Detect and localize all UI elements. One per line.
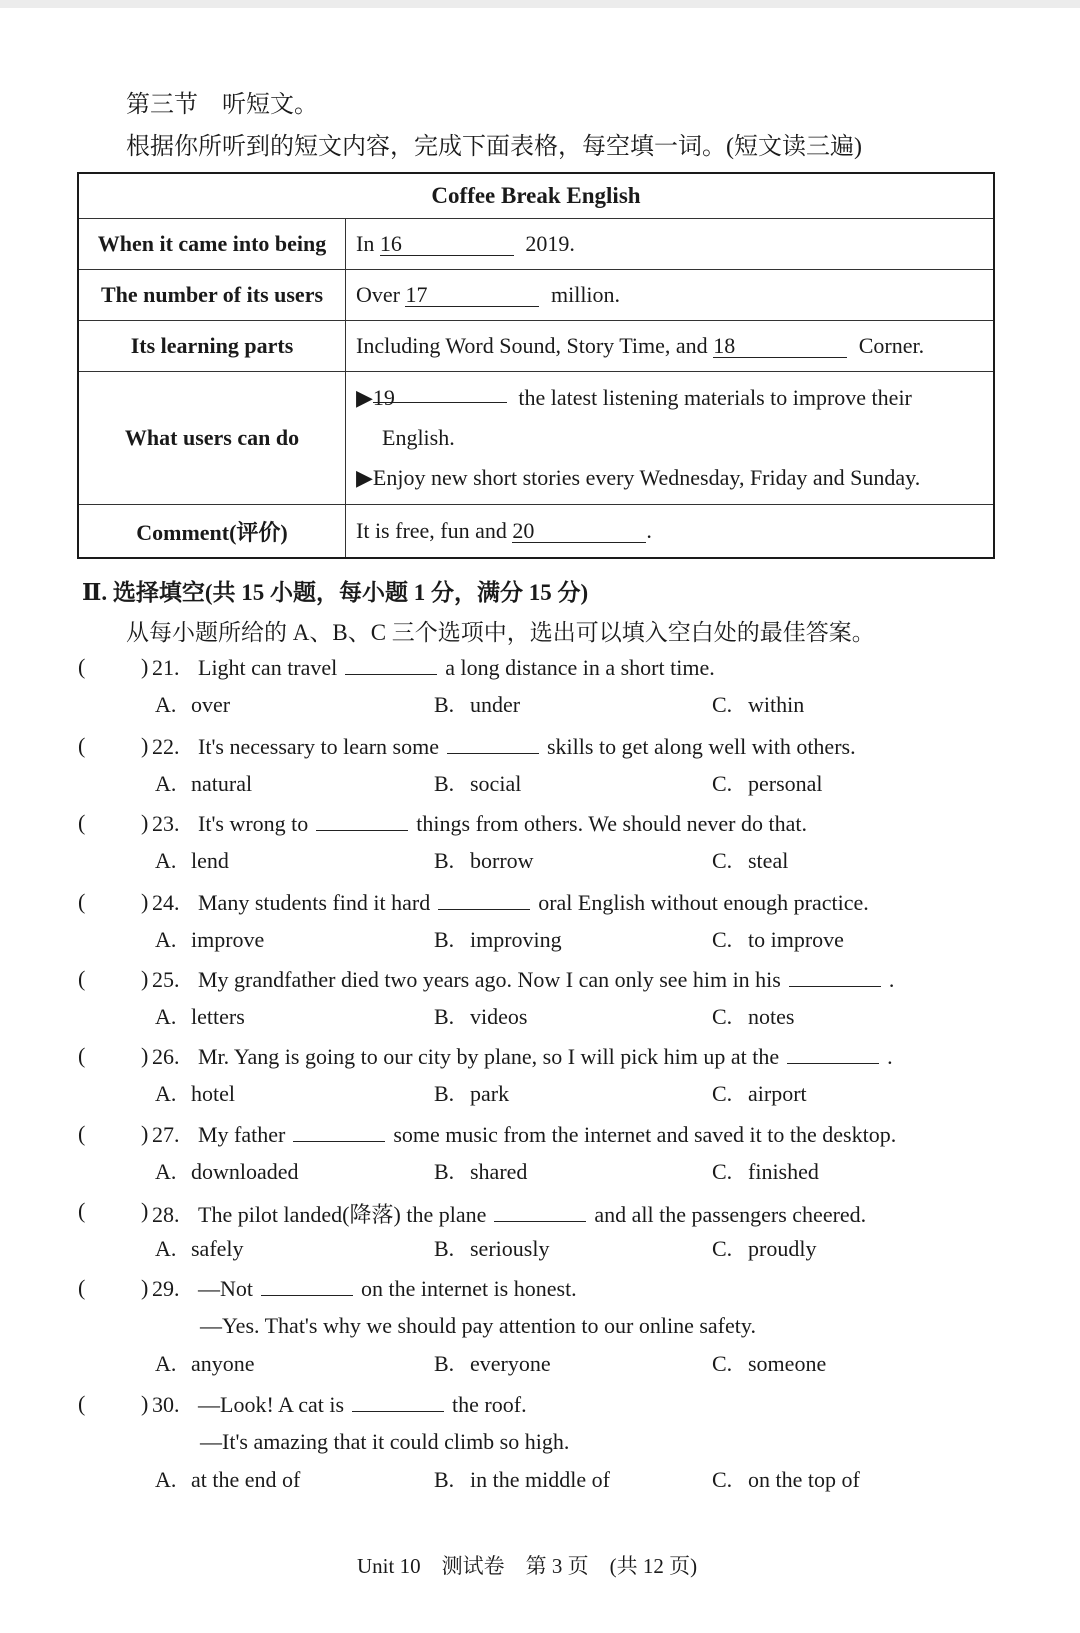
answer-paren-open: ( [78,654,86,679]
option-text: lend [191,848,229,873]
option-a[interactable] [155,1159,299,1185]
question-number: 24. [152,890,180,915]
answer-paren-open: ( [78,1391,86,1416]
answer-blank[interactable] [372,378,507,410]
option-c[interactable] [712,1081,807,1107]
question-stem-start: The pilot landed(降落) the plane [198,1202,487,1227]
blank-number: 19 [372,385,395,410]
answer-paren-close[interactable]: ) [141,889,149,914]
option-b[interactable] [434,927,562,953]
option-letter: C. [712,1467,733,1492]
option-letter: A. [155,1004,177,1029]
row-prefix: Including Word Sound, Story Time, and [356,333,708,358]
question-stem-start: It's wrong to [198,811,309,836]
answer-paren-close[interactable]: ) [141,1391,149,1416]
option-a[interactable] [155,1081,235,1107]
option-letter: C. [712,1159,733,1184]
option-b[interactable] [434,848,534,874]
question-stem-start: My father [198,1122,286,1147]
answer-blank[interactable] [261,1275,353,1296]
option-letter: A. [155,1467,177,1492]
question-number: 26. [152,1044,180,1069]
question-number: 29. [152,1276,180,1301]
option-letter: B. [434,848,455,873]
option-text: borrow [470,848,534,873]
option-c[interactable] [712,927,844,953]
question-number: 21. [152,655,180,680]
option-text: hotel [191,1081,235,1106]
row-label: What users can do [78,372,346,505]
option-c[interactable] [712,848,788,874]
row-suffix: 2019. [525,231,575,256]
option-a[interactable] [155,771,252,797]
row-label: When it came into being [78,219,346,270]
option-letter: C. [712,1351,733,1376]
option-letter: B. [434,927,455,952]
question-text [152,810,807,837]
answer-blank[interactable] [787,1043,879,1064]
bullet-continuation: English. [382,425,455,450]
option-b[interactable] [434,1236,549,1262]
answer-paren-open: ( [78,810,86,835]
option-letter: B. [434,1236,455,1261]
answer-paren-close[interactable]: ) [141,1198,149,1223]
option-text: at the end of [191,1467,301,1492]
option-c[interactable] [712,1351,826,1377]
answer-paren-close[interactable]: ) [141,810,149,835]
option-text: natural [191,771,253,796]
option-letter: A. [155,771,177,796]
option-letter: B. [434,1159,455,1184]
option-a[interactable] [155,1351,255,1377]
option-b[interactable] [434,1467,610,1493]
option-text: over [191,692,231,717]
answer-blank[interactable] [438,889,530,910]
answer-blank[interactable] [380,231,514,256]
answer-blank[interactable] [345,654,437,675]
question-text [152,1391,527,1418]
option-text: finished [748,1159,819,1184]
blank-number: 16 [379,231,402,256]
row-suffix: Corner. [858,333,925,358]
answer-blank[interactable] [293,1121,385,1142]
option-letter: C. [712,848,733,873]
option-text: in the middle of [470,1467,610,1492]
row-content [346,321,995,372]
question-number: 27. [152,1122,180,1147]
question-number: 30. [152,1392,180,1417]
option-letter: B. [434,1351,455,1376]
part2-title: Ⅱ. 选择填空(共 15 小题，每小题 1 分，满分 15 分) [82,580,589,605]
option-c[interactable] [712,1236,816,1262]
option-letter: A. [155,1159,177,1184]
option-letter: C. [712,927,733,952]
question-stem-start: Light can travel [198,655,338,680]
question-stem-start: My grandfather died two years ago. Now I can only see him in his [198,967,781,992]
option-b[interactable] [434,1159,527,1185]
option-c[interactable] [712,692,804,718]
question-stem-end: skills to get along well with others. [547,734,856,759]
row-prefix: It is free, fun and [356,518,507,543]
option-text: everyone [470,1351,551,1376]
option-b[interactable] [434,1081,509,1107]
question-stem-start: It's necessary to learn some [198,734,439,759]
bullet-text: Enjoy new short stories every Wednesday, Friday and Sunday. [372,465,921,490]
answer-blank[interactable] [352,1391,444,1412]
table-row [78,372,994,505]
bullet-item [356,458,983,498]
table-row [78,505,994,559]
bullet-icon: ▶ [356,385,373,410]
option-letter: A. [155,692,177,717]
answer-paren-open: ( [78,1275,86,1300]
answer-blank[interactable] [789,966,881,987]
question-text [152,654,715,681]
question-stem-start: Many students find it hard [198,890,431,915]
dialogue-reply: —Yes. That's why we should pay attention to our online safety. [200,1313,756,1338]
option-text: safely [191,1236,244,1261]
question-stem-end: a long distance in a short time. [445,655,715,680]
answer-paren-close[interactable]: ) [141,1275,149,1300]
answer-paren-close[interactable]: ) [141,1121,149,1146]
answer-blank[interactable] [447,733,539,754]
page-footer: Unit 10 测试卷 第 3 页 (共 12 页) [357,1554,698,1578]
blank-number: 18 [713,333,736,358]
question-text [152,733,856,760]
question-stem-end: and all the passengers cheered. [594,1202,867,1227]
table-row [78,219,994,270]
option-text: airport [748,1081,807,1106]
option-letter: A. [155,1351,177,1376]
question-stem-start: Mr. Yang is going to our city by plane, so I will pick him up at the [198,1044,780,1069]
row-prefix: In [356,231,375,256]
option-text: proudly [748,1236,817,1261]
row-label: Its learning parts [78,321,346,372]
coffee-break-table [77,172,995,559]
option-letter: B. [434,1004,455,1029]
row-suffix: . [646,518,652,543]
row-prefix: Over [356,282,400,307]
question-text [152,889,869,916]
option-text: improve [191,927,265,952]
option-letter: B. [434,692,455,717]
option-text: on the top of [748,1467,860,1492]
question-number: 23. [152,811,180,836]
answer-blank[interactable] [405,282,539,307]
row-label: Comment(评价) [78,505,346,559]
answer-paren-open: ( [78,1121,86,1146]
answer-paren-open: ( [78,1043,86,1068]
question-text [152,1043,893,1070]
option-text: downloaded [191,1159,299,1184]
option-letter: C. [712,771,733,796]
answer-blank[interactable] [713,333,847,358]
option-letter: B. [434,1081,455,1106]
option-text: personal [748,771,823,796]
question-text [152,1121,896,1148]
option-a[interactable] [155,1236,244,1262]
row-suffix: million. [550,282,621,307]
question-stem-start: —Not [198,1276,253,1301]
answer-blank[interactable] [494,1201,586,1222]
option-text: notes [748,1004,795,1029]
question-stem-end: oral English without enough practice. [538,890,869,915]
option-letter: C. [712,1081,733,1106]
section-heading: 第三节 听短文。 [126,92,318,118]
question-number: 25. [152,967,180,992]
option-letter: C. [712,1236,733,1261]
option-text: to improve [748,927,844,952]
table-row [78,321,994,372]
option-text: someone [748,1351,827,1376]
option-text: improving [470,927,562,952]
question-text [152,1275,577,1302]
option-letter: C. [712,1004,733,1029]
option-letter: B. [434,771,455,796]
table-row [78,270,994,321]
answer-blank[interactable] [512,518,646,543]
option-b[interactable] [434,771,521,797]
question-stem-end: the roof. [452,1392,527,1417]
option-text: social [470,771,522,796]
option-text: seriously [470,1236,550,1261]
bullet-text: the latest listening materials to improve their [518,385,912,410]
option-letter: A. [155,1236,177,1261]
row-content [346,505,995,559]
option-letter: A. [155,848,177,873]
row-content [346,372,995,505]
option-b[interactable] [434,1004,527,1030]
option-c[interactable] [712,1004,794,1030]
option-text: shared [470,1159,528,1184]
question-stem-end: some music from the internet and saved it to the desktop. [393,1122,897,1147]
blank-number: 17 [405,282,428,307]
answer-paren-open: ( [78,733,86,758]
option-text: anyone [191,1351,255,1376]
option-text: videos [470,1004,528,1029]
answer-paren-close[interactable]: ) [141,733,149,758]
question-number: 28. [152,1202,180,1227]
answer-paren-close[interactable]: ) [141,654,149,679]
option-b[interactable] [434,692,520,718]
question-stem-end: . [887,1044,893,1069]
row-content [346,270,995,321]
option-a[interactable] [155,1004,245,1030]
option-a[interactable] [155,1467,300,1493]
option-letter: A. [155,927,177,952]
option-letter: A. [155,1081,177,1106]
option-text: within [748,692,805,717]
row-content [346,219,995,270]
part2-instruction: 从每小题所给的 A、B、C 三个选项中，选出可以填入空白处的最佳答案。 [126,620,875,645]
option-a[interactable] [155,927,264,953]
answer-paren-close[interactable]: ) [141,966,149,991]
question-stem-end: on the internet is honest. [361,1276,577,1301]
answer-blank[interactable] [316,810,408,831]
option-letter: B. [434,1467,455,1492]
option-c[interactable] [712,1467,860,1493]
answer-paren-open: ( [78,966,86,991]
question-text [152,966,894,993]
answer-paren-open: ( [78,889,86,914]
table-title: Coffee Break English [78,173,994,219]
option-letter: C. [712,692,733,717]
question-text [152,1198,866,1229]
option-a[interactable] [155,848,229,874]
answer-paren-open: ( [78,1198,86,1223]
option-text: park [470,1081,510,1106]
question-number: 22. [152,734,180,759]
question-stem-end: things from others. We should never do that. [416,811,808,836]
question-stem-end: . [888,967,895,992]
option-text: under [470,692,521,717]
question-stem-start: —Look! A cat is [198,1392,345,1417]
row-label: The number of its users [78,270,346,321]
blank-number: 20 [512,518,535,543]
option-text: steal [748,848,789,873]
option-c[interactable] [712,771,823,797]
dialogue-reply: —It's amazing that it could climb so high. [200,1429,570,1454]
option-b[interactable] [434,1351,551,1377]
bullet-item [356,378,983,418]
option-a[interactable] [155,692,230,718]
answer-paren-close[interactable]: ) [141,1043,149,1068]
bullet-icon: ▶ [356,465,373,490]
option-c[interactable] [712,1159,819,1185]
section-instruction: 根据你所听到的短文内容，完成下面表格，每空填一词。(短文读三遍) [126,134,862,160]
option-text: letters [191,1004,245,1029]
